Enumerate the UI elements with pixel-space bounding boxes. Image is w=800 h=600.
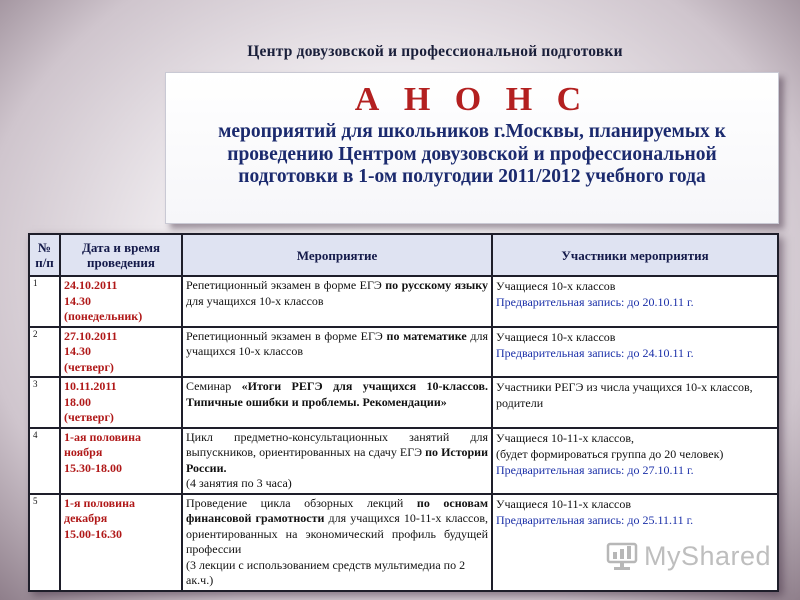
myshared-logo-icon: [606, 540, 638, 572]
date-line: ноября: [64, 445, 103, 459]
row-date: [60, 276, 182, 327]
date-line: 27.10.2011: [64, 328, 118, 343]
weekday-line: (четверг): [64, 359, 114, 374]
participants-text: Учащиеся 10-11-х классов: [496, 496, 631, 511]
event-text: для учащихся 10-х классов: [186, 328, 488, 358]
time-line: 15.00-16.30: [64, 526, 122, 541]
preregistration-text: Предварительная запись: до 20.10.11 г.: [496, 295, 694, 309]
date-line: 1-ая половина: [64, 429, 141, 444]
event-text: Репетиционный экзамен в форме ЕГЭ: [186, 328, 387, 343]
preregistration-text: Предварительная запись: до 24.10.11 г.: [496, 345, 694, 360]
participants-text: Учащиеся 10-х классов: [496, 279, 616, 293]
time-line: 18.00: [64, 394, 91, 409]
row-participants: [492, 276, 778, 327]
date-line: декабря: [64, 511, 108, 525]
preregistration-text: Предварительная запись: до 27.10.11 г.: [496, 462, 694, 477]
event-text: для учащихся 10-11-х классов, ориентированных на экономический профиль будущей профессии: [186, 511, 488, 556]
date-line: 1-я половина: [64, 495, 135, 510]
event-text: Проведение цикла обзорных лекций: [186, 495, 417, 510]
banner-subtitle: мероприятий для школьников г.Москвы, планируемых к проведению Центром довузовской и профессиональной подготовки в 1-ом полугодии 2011/2012 учебного года: [218, 121, 726, 187]
table-row: [29, 428, 778, 494]
time-line: 14.30: [64, 293, 91, 308]
header-date: Дата и время проведения: [60, 234, 182, 276]
weekday-line: (четверг): [64, 410, 114, 424]
table-row: [29, 377, 778, 428]
banner-title: А Н О Н С: [354, 81, 590, 118]
participants-text: Участники РЕГЭ из числа учащихся 10-х классов, родители: [496, 380, 753, 410]
header-event: Мероприятие: [182, 234, 492, 276]
event-subject: «Итоги РЕГЭ для учащихся 10-классов. Типичные ошибки и проблемы. Рекомендации»: [186, 379, 488, 409]
event-text: Цикл предметно-консультационных занятий для выпускников, ориентированных на сдачу ЕГЭ: [186, 429, 488, 459]
row-date: [60, 327, 182, 378]
row-num: 2: [29, 327, 60, 378]
row-participants: [492, 327, 778, 378]
event-subject: по Истории России.: [186, 445, 488, 475]
event-note: (4 занятия по 3 часа): [186, 476, 292, 490]
row-event: [182, 428, 492, 494]
preregistration-text: Предварительная запись: до 25.11.11 г.: [496, 512, 694, 527]
participants-text: Учащиеся 10-11-х классов,: [496, 430, 634, 445]
table-row: [29, 327, 778, 378]
time-line: 14.30: [64, 344, 91, 358]
participants-note: (будет формироваться группа до 20 человек): [496, 446, 724, 461]
event-text: Репетиционный экзамен в форме ЕГЭ: [186, 278, 386, 292]
event-note: (3 лекции с использованием средств мультимедиа по 2 ак.ч.): [186, 557, 466, 587]
row-event: [182, 327, 492, 378]
row-num: 3: [29, 377, 60, 428]
announcement-banner: [165, 72, 779, 224]
row-date: [60, 428, 182, 494]
row-event: [182, 276, 492, 327]
myshared-watermark: [606, 538, 771, 574]
watermark-text: MyShared: [644, 540, 772, 571]
row-num: 1: [29, 276, 60, 327]
table-row: [29, 276, 778, 327]
event-subject: по математике: [386, 328, 467, 343]
row-date: [60, 494, 182, 591]
weekday-line: (понедельник): [64, 309, 143, 323]
header-num: № п/п: [29, 234, 60, 276]
date-line: 10.11.2011: [64, 379, 117, 393]
header-participants: Участники мероприятия: [492, 234, 778, 276]
date-line: 24.10.2011: [64, 278, 118, 292]
table-header-row: [29, 234, 778, 276]
row-event: [182, 494, 492, 591]
row-num: 4: [29, 428, 60, 494]
row-participants: [492, 377, 778, 428]
participants-text: Учащиеся 10-х классов: [496, 329, 616, 344]
row-participants: [492, 428, 778, 494]
center-heading: Центр довузовской и профессиональной подготовки: [247, 43, 623, 60]
row-event: [182, 377, 492, 428]
time-line: 15.30-18.00: [64, 460, 122, 475]
row-date: [60, 377, 182, 428]
event-text: Семинар: [186, 379, 242, 393]
event-text: для учащихся 10-х классов: [186, 293, 324, 308]
row-num: 5: [29, 494, 60, 591]
event-subject: по русскому языку: [385, 278, 489, 292]
event-subject: по основам финансовой грамотности: [186, 495, 488, 525]
